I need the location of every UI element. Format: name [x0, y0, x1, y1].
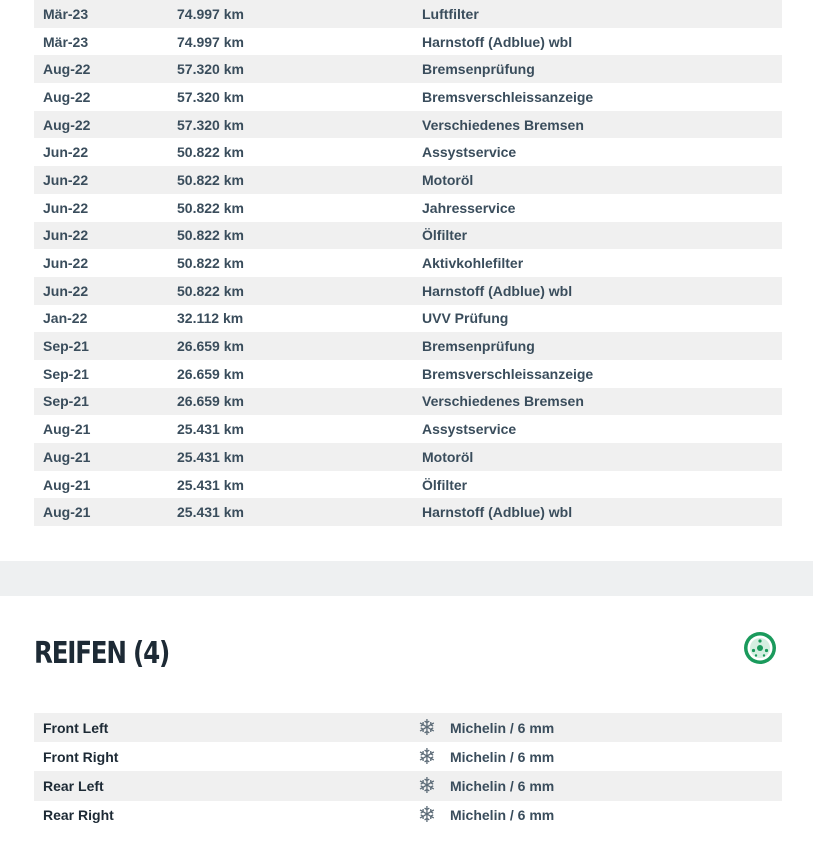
service-mileage: 57.320 km [177, 61, 244, 78]
service-date: Jun-22 [43, 199, 89, 216]
tire-spec: Michelin / 6 mm [450, 777, 555, 794]
table-row [34, 771, 782, 800]
table-row [34, 443, 782, 471]
service-mileage: 25.431 km [177, 504, 244, 521]
service-description: Bremsverschleissanzeige [422, 88, 594, 105]
service-mileage: 50.822 km [177, 282, 244, 299]
service-description: Harnstoff (Adblue) wbl [422, 504, 573, 521]
tire-spec: Michelin / 6 mm [450, 719, 555, 736]
service-mileage: 50.822 km [177, 171, 244, 188]
table-row [34, 28, 782, 56]
service-description: Luftfilter [422, 5, 479, 22]
service-description: Ölfilter [422, 476, 468, 493]
table-row [34, 111, 782, 139]
service-mileage: 26.659 km [177, 365, 244, 382]
service-description: Ölfilter [422, 227, 468, 244]
table-row [34, 249, 782, 277]
service-mileage: 57.320 km [177, 116, 244, 133]
service-description: Assystservice [422, 144, 517, 161]
table-row [34, 222, 782, 250]
service-mileage: 74.997 km [177, 5, 244, 22]
service-mileage: 26.659 km [177, 393, 244, 410]
service-date: Aug-22 [43, 88, 91, 105]
service-mileage: 50.822 km [177, 227, 244, 244]
table-row [34, 498, 782, 526]
service-date: Mär-23 [43, 5, 89, 22]
table-row [34, 713, 782, 742]
tires-table [34, 713, 782, 830]
table-row [34, 194, 782, 222]
service-mileage: 50.822 km [177, 144, 244, 161]
service-date: Jun-22 [43, 282, 89, 299]
tire-icon [742, 630, 778, 666]
service-date: Jun-22 [43, 227, 89, 244]
table-row [34, 471, 782, 499]
tire-position: Rear Left [43, 777, 104, 794]
service-date: Aug-21 [43, 476, 91, 493]
service-mileage: 50.822 km [177, 255, 244, 272]
table-row [34, 332, 782, 360]
service-date: Sep-21 [43, 338, 89, 355]
table-row [34, 415, 782, 443]
service-history-table [34, 0, 782, 526]
table-row [34, 166, 782, 194]
service-date: Jun-22 [43, 255, 89, 272]
service-date: Jun-22 [43, 171, 89, 188]
snowflake-icon: ❄ [417, 743, 437, 769]
table-row [34, 742, 782, 771]
service-date: Aug-21 [43, 504, 91, 521]
tire-spec: Michelin / 6 mm [450, 748, 555, 765]
service-description: Harnstoff (Adblue) wbl [422, 282, 573, 299]
service-description: Bremsenprüfung [422, 61, 535, 78]
tire-position: Front Right [43, 748, 119, 765]
table-row [34, 277, 782, 305]
table-row [34, 388, 782, 416]
tires-card [0, 596, 813, 842]
service-date: Aug-21 [43, 421, 91, 438]
service-date: Aug-21 [43, 448, 91, 465]
service-date: Aug-22 [43, 61, 91, 78]
table-row [34, 55, 782, 83]
table-row [34, 360, 782, 388]
service-description: Motoröl [422, 448, 474, 465]
section-divider [0, 561, 813, 596]
service-description: Motoröl [422, 171, 474, 188]
service-date: Sep-21 [43, 365, 89, 382]
service-mileage: 25.431 km [177, 448, 244, 465]
table-row [34, 801, 782, 830]
tire-position: Rear Right [43, 807, 114, 824]
service-date: Sep-21 [43, 393, 89, 410]
snowflake-icon: ❄ [417, 772, 437, 798]
service-mileage: 25.431 km [177, 476, 244, 493]
service-description: UVV Prüfung [422, 310, 509, 327]
table-row [34, 138, 782, 166]
service-mileage: 74.997 km [177, 33, 244, 50]
tires-heading: REIFEN (4) [34, 636, 169, 671]
service-mileage: 26.659 km [177, 338, 244, 355]
table-row [34, 83, 782, 111]
snowflake-icon: ❄ [417, 802, 437, 828]
service-description: Verschiedenes Bremsen [422, 393, 584, 410]
table-row [34, 305, 782, 333]
service-date: Aug-22 [43, 116, 91, 133]
service-mileage: 32.112 km [177, 310, 244, 327]
service-mileage: 25.431 km [177, 421, 244, 438]
service-description: Harnstoff (Adblue) wbl [422, 33, 573, 50]
service-description: Bremsenprüfung [422, 338, 535, 355]
tire-position: Front Left [43, 719, 109, 736]
service-date: Mär-23 [43, 33, 89, 50]
service-description: Bremsverschleissanzeige [422, 365, 594, 382]
service-description: Aktivkohlefilter [422, 255, 524, 272]
service-mileage: 50.822 km [177, 199, 244, 216]
service-date: Jun-22 [43, 144, 89, 161]
service-description: Assystservice [422, 421, 517, 438]
tire-spec: Michelin / 6 mm [450, 807, 555, 824]
snowflake-icon: ❄ [417, 714, 437, 740]
service-description: Jahresservice [422, 199, 516, 216]
service-date: Jan-22 [43, 310, 88, 327]
service-description: Verschiedenes Bremsen [422, 116, 584, 133]
table-row [34, 0, 782, 28]
service-mileage: 57.320 km [177, 88, 244, 105]
